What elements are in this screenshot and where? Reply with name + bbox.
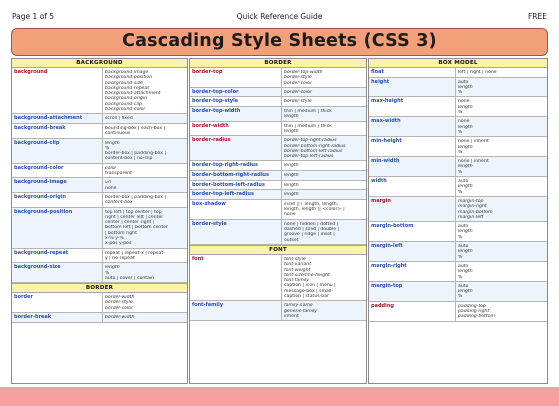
value-line: continuous	[105, 131, 131, 137]
property-values	[103, 313, 187, 322]
value-line: outset	[284, 237, 299, 243]
value-line: length	[458, 229, 473, 235]
value-line: border-top-left-radius	[284, 154, 334, 160]
property-row	[12, 178, 187, 193]
value-line: font-weight	[284, 267, 311, 273]
property-row	[190, 301, 366, 321]
value-line: none | hidden | dotted |	[284, 221, 339, 227]
property-name: height	[369, 78, 456, 97]
value-line: transparent	[105, 171, 132, 177]
property-values	[282, 301, 366, 320]
property-name: background-attachment	[12, 114, 103, 123]
property-row	[369, 242, 547, 262]
value-line: padding-bottom	[458, 314, 495, 320]
value-line: font-family	[284, 278, 309, 284]
value-line: length	[284, 192, 299, 198]
value-line: %	[458, 234, 463, 240]
value-line: padding-top	[458, 303, 486, 309]
value-line: length	[458, 269, 473, 275]
value-line: auto	[458, 179, 469, 185]
value-line: length	[284, 163, 299, 169]
property-name: background-break	[12, 124, 103, 138]
property-name: background-position	[12, 208, 103, 248]
property-row	[190, 190, 366, 200]
value-line: %	[105, 145, 110, 151]
property-name: width	[369, 177, 456, 196]
property-name: background-origin	[12, 193, 103, 207]
value-line: background-position	[105, 75, 153, 81]
property-row	[190, 171, 366, 181]
property-values	[103, 68, 187, 113]
property-row	[12, 139, 187, 164]
value-line: margin-left	[458, 214, 484, 220]
property-name: font	[190, 255, 282, 300]
value-line: %	[458, 149, 463, 155]
value-line: bottom left | bottom center	[105, 225, 168, 231]
property-name: border-top-right-radius	[190, 161, 282, 170]
value-line: none | inherit	[458, 159, 489, 165]
column-1	[11, 58, 188, 384]
value-line: bounding-box | each-box |	[105, 125, 166, 131]
value-line: center | center right |	[105, 220, 155, 226]
property-name: border-radius	[190, 136, 282, 160]
value-line: family-name	[284, 303, 313, 309]
value-line: length	[458, 124, 473, 130]
property-values	[456, 262, 547, 281]
value-line: generic-family	[284, 308, 318, 314]
value-line: border-box | padding-box |	[105, 151, 166, 157]
property-values	[103, 208, 187, 248]
value-line: length	[284, 182, 299, 188]
property-name: min-width	[369, 157, 456, 176]
property-values	[103, 293, 187, 312]
property-values	[456, 282, 547, 301]
property-row	[369, 78, 547, 98]
property-row	[190, 220, 366, 245]
property-name: font-family	[190, 301, 282, 320]
value-line: none	[284, 212, 296, 218]
property-name: background-clip	[12, 139, 103, 163]
property-row	[190, 88, 366, 98]
property-values	[456, 97, 547, 116]
value-line: auto	[458, 263, 469, 269]
value-line: content-box | no-clip	[105, 156, 153, 162]
value-line: length	[105, 265, 120, 271]
value-line: x-pos y-pos	[105, 241, 132, 247]
property-values	[282, 88, 366, 97]
property-name: margin-left	[369, 242, 456, 261]
property-values	[103, 164, 187, 178]
property-name: background-repeat	[12, 249, 103, 263]
property-name: border	[12, 293, 103, 312]
property-values	[456, 157, 547, 176]
value-line: auto	[458, 79, 469, 85]
value-line: auto	[458, 244, 469, 250]
property-values	[456, 302, 547, 321]
property-name: padding	[369, 302, 456, 321]
value-line: %	[458, 189, 463, 195]
value-line: border-top-right-radius	[284, 138, 337, 144]
value-line: background-clip	[105, 101, 142, 107]
property-name: margin-bottom	[369, 222, 456, 241]
value-line: font-style	[284, 256, 306, 262]
property-row	[369, 137, 547, 157]
top-bar	[0, 0, 559, 26]
property-row	[369, 197, 547, 222]
free-label: FREE	[527, 12, 547, 21]
guide-title: Quick Reference Guide	[236, 12, 323, 21]
property-values	[282, 190, 366, 199]
value-line: caption | icon | menu |	[284, 283, 336, 289]
property-values	[282, 136, 366, 160]
value-line: groove | ridge | inset |	[284, 232, 335, 238]
value-line: scroll | fixed	[105, 116, 133, 122]
value-line: auto	[458, 224, 469, 230]
property-values	[282, 122, 366, 136]
value-line: padding-right	[458, 308, 490, 314]
bottom-overlay-band	[0, 387, 559, 406]
value-line: thin | medium | thick	[284, 123, 332, 129]
value-line: dashed | solid | double |	[284, 227, 340, 233]
value-line: border-box | padding-box |	[105, 194, 166, 200]
property-row	[190, 107, 366, 122]
property-values	[282, 181, 366, 190]
property-name: box-shadow	[190, 200, 282, 219]
property-values	[282, 200, 366, 219]
property-values	[282, 107, 366, 121]
property-name: border-break	[12, 313, 103, 322]
property-name: border-top-color	[190, 88, 282, 97]
property-row	[12, 249, 187, 264]
property-row	[369, 222, 547, 242]
property-name: background	[12, 68, 103, 113]
value-line: length	[458, 289, 473, 295]
value-line: border-style	[284, 75, 312, 81]
property-name: margin-right	[369, 262, 456, 281]
property-row	[369, 117, 547, 137]
value-line: %	[458, 254, 463, 260]
property-row	[190, 255, 366, 301]
section-header: BOX MODEL	[369, 59, 547, 68]
page-title: Cascading Style Sheets (CSS 3)	[11, 28, 548, 56]
value-line: %	[458, 169, 463, 175]
value-line: border-width	[105, 314, 135, 320]
property-values	[282, 97, 366, 106]
value-line: length	[458, 184, 473, 190]
property-row	[190, 181, 366, 191]
value-line: none	[458, 99, 470, 105]
property-values	[456, 242, 547, 261]
property-name: border-bottom-left-radius	[190, 181, 282, 190]
property-values	[456, 68, 547, 77]
property-row	[12, 313, 187, 323]
property-name: max-height	[369, 97, 456, 116]
property-name: margin-top	[369, 282, 456, 301]
section-header: FONT	[190, 245, 366, 255]
value-line: y | no-repeat	[105, 255, 135, 261]
property-values	[282, 255, 366, 300]
value-line: length, length || <color> ]	[284, 207, 345, 213]
section-header: BORDER	[190, 59, 366, 68]
property-values	[103, 263, 187, 282]
value-line: content-box	[105, 200, 133, 206]
property-values	[103, 114, 187, 123]
value-line: | bottom right	[105, 230, 137, 236]
property-values	[282, 171, 366, 180]
value-line: length	[458, 249, 473, 255]
property-row	[12, 193, 187, 208]
property-values	[456, 117, 547, 136]
value-line: border-color	[284, 80, 312, 86]
value-line: border-color	[105, 305, 133, 311]
value-line: auto	[458, 283, 469, 289]
value-line: length	[284, 114, 299, 120]
page-indicator: Page 1 of 5	[12, 12, 55, 21]
property-name: border-top-left-radius	[190, 190, 282, 199]
value-line: x-% y-%	[105, 236, 124, 242]
property-row	[12, 293, 187, 313]
property-row	[190, 68, 366, 88]
value-line: border-color	[284, 89, 312, 95]
property-name: min-height	[369, 137, 456, 156]
property-values	[282, 220, 366, 244]
property-row	[12, 164, 187, 179]
property-name: max-width	[369, 117, 456, 136]
property-name: border-bottom-right-radius	[190, 171, 282, 180]
property-row	[190, 97, 366, 107]
value-line: left | right | none	[458, 70, 497, 75]
property-values	[456, 137, 547, 156]
value-line: border-style	[284, 99, 312, 105]
value-line: border-style	[105, 300, 133, 306]
value-line: caption | status-bar	[284, 293, 329, 299]
property-name: margin	[369, 197, 456, 221]
property-row	[369, 302, 547, 322]
property-values	[456, 222, 547, 241]
section-header: BACKGROUND	[12, 59, 187, 68]
value-line: border-bottom-left-radius	[284, 148, 343, 154]
value-line: thin | medium | thick	[284, 109, 332, 115]
property-row	[12, 263, 187, 283]
property-values	[456, 197, 547, 221]
property-row	[12, 114, 187, 124]
value-line: inherit	[284, 313, 299, 319]
value-line: message-box | small-	[284, 288, 333, 294]
value-line: length	[458, 104, 473, 110]
value-line: url	[105, 180, 112, 186]
property-row	[190, 136, 366, 161]
property-values	[456, 78, 547, 97]
value-line: length	[105, 140, 120, 146]
value-line: length	[458, 84, 473, 90]
property-values	[456, 177, 547, 196]
value-line: repeat | repeat-x | repeat-	[105, 250, 165, 256]
section-header: BORDER	[12, 283, 187, 293]
property-name: border-top-style	[190, 97, 282, 106]
value-line: length	[284, 173, 299, 179]
value-line: background-color	[105, 107, 146, 113]
value-line: %	[458, 274, 463, 280]
value-line: background-attachment	[105, 91, 161, 97]
property-values	[103, 193, 187, 207]
value-line: background-image	[105, 70, 149, 75]
value-line: %	[105, 270, 110, 276]
column-2	[189, 58, 367, 384]
column-3	[368, 58, 548, 384]
property-row	[12, 208, 187, 249]
value-line: background-origin	[105, 96, 148, 102]
property-name: background-image	[12, 178, 103, 192]
property-values	[282, 68, 366, 87]
value-line: right | center left | center	[105, 214, 164, 220]
value-line: %	[458, 90, 463, 96]
property-name: border-style	[190, 220, 282, 244]
value-line: margin-top	[458, 198, 484, 204]
property-row	[190, 122, 366, 137]
property-row	[369, 157, 547, 177]
property-row	[12, 68, 187, 114]
value-line: none | inherit	[458, 139, 489, 145]
property-values	[103, 178, 187, 192]
value-line: border-top-width	[284, 70, 323, 75]
value-line: font-size/line-height	[284, 272, 330, 278]
value-line: %	[458, 129, 463, 135]
value-line: border-width	[105, 295, 135, 301]
value-line: %	[458, 294, 463, 300]
property-row	[190, 161, 366, 171]
property-values	[282, 161, 366, 170]
property-name: border-top-width	[190, 107, 282, 121]
property-name: border-width	[190, 122, 282, 136]
value-line: font-variant	[284, 262, 312, 268]
value-line: inset || [ length, length,	[284, 201, 339, 207]
property-name: background-color	[12, 164, 103, 178]
property-name: background-size	[12, 263, 103, 282]
property-row	[369, 262, 547, 282]
property-name: float	[369, 68, 456, 77]
value-line: top left | top center | top	[105, 209, 162, 215]
property-values	[103, 124, 187, 138]
value-line: length	[458, 164, 473, 170]
value-line: margin-bottom	[458, 209, 493, 215]
value-line: color	[105, 165, 117, 171]
value-line: background-repeat	[105, 85, 150, 91]
value-line: length	[284, 128, 299, 134]
value-line: none	[458, 119, 470, 125]
value-line: border-bottom-right-radius	[284, 143, 346, 149]
property-name: border-top	[190, 68, 282, 87]
value-line: length	[458, 144, 473, 150]
property-row	[369, 282, 547, 302]
property-row	[12, 124, 187, 139]
property-row	[190, 200, 366, 220]
value-line: none	[105, 185, 117, 191]
property-row	[369, 68, 547, 78]
value-line: %	[458, 110, 463, 116]
property-row	[369, 97, 547, 117]
property-row	[369, 177, 547, 197]
property-values	[103, 249, 187, 263]
value-line: background-size	[105, 80, 143, 86]
property-values	[103, 139, 187, 163]
value-line: margin-right	[458, 204, 487, 210]
value-line: auto | cover | contain	[105, 275, 155, 281]
